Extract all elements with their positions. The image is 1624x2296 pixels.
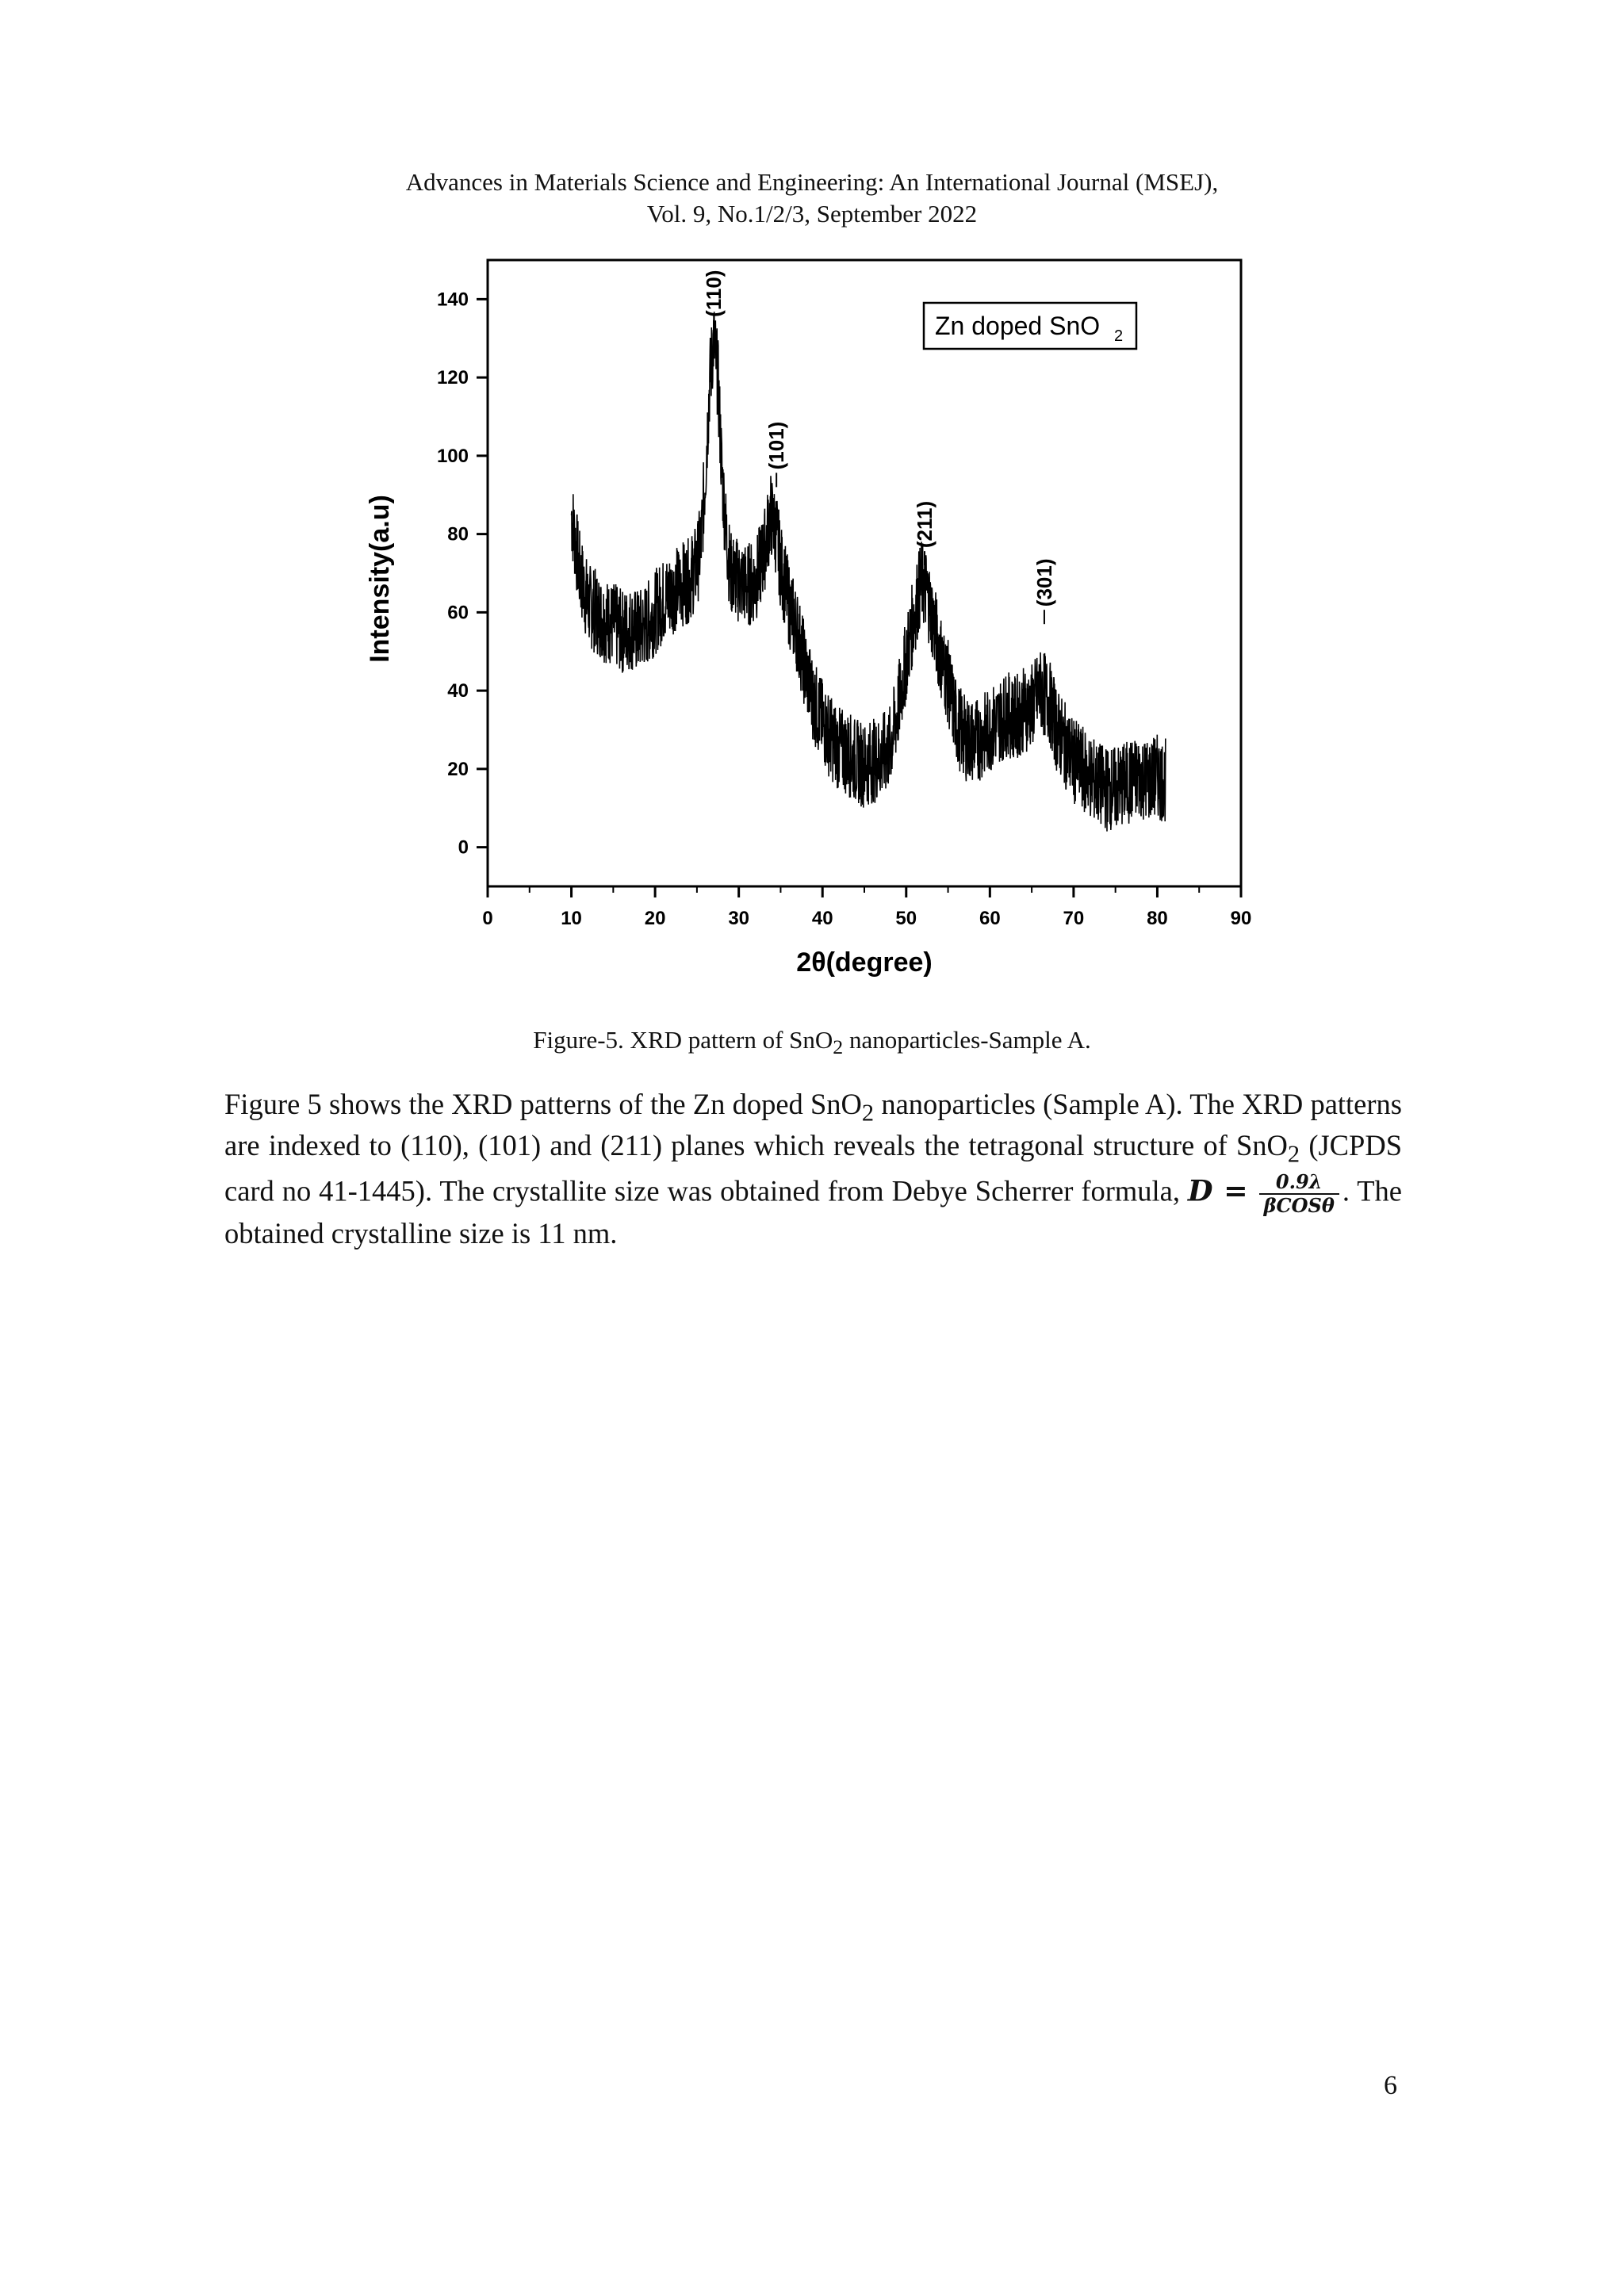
xrd-chart bbox=[341, 246, 1293, 983]
para-sub-2: 2 bbox=[1287, 1140, 1300, 1168]
y-tick-label: 20 bbox=[447, 758, 469, 780]
x-tick-label: 0 bbox=[482, 908, 493, 929]
page-number: 6 bbox=[1384, 2071, 1397, 2100]
x-tick-label: 40 bbox=[811, 908, 833, 929]
formula-lhs: D = bbox=[1187, 1173, 1248, 1207]
journal-header bbox=[0, 166, 1624, 230]
xrd-series-line bbox=[572, 312, 1166, 831]
peak-label: (211) bbox=[913, 500, 936, 549]
caption-text-prefix: Figure-5. XRD pattern of SnO bbox=[533, 1026, 833, 1054]
x-tick-label: 80 bbox=[1147, 908, 1168, 929]
para-text-1: Figure 5 shows the XRD patterns of the Zn doped SnO bbox=[224, 1088, 862, 1120]
y-tick-label: 80 bbox=[447, 523, 469, 545]
y-tick-label: 120 bbox=[436, 367, 469, 389]
x-tick-label: 70 bbox=[1063, 908, 1085, 929]
formula-fraction bbox=[1259, 1171, 1339, 1217]
legend-label: Zn doped SnO bbox=[935, 312, 1101, 340]
body-paragraph bbox=[224, 1088, 1402, 1250]
y-tick-label: 40 bbox=[447, 680, 469, 702]
journal-header-line2: Vol. 9, No.1/2/3, September 2022 bbox=[646, 200, 978, 228]
x-tick-label: 60 bbox=[979, 908, 1001, 929]
x-tick-label: 10 bbox=[561, 908, 582, 929]
peak-label: (101) bbox=[764, 421, 789, 470]
y-tick-label: 60 bbox=[447, 602, 469, 624]
para-text-4: . The obtained crystalline size is 11 nm. bbox=[224, 1173, 1403, 1249]
para-text-2: nanoparticles (Sample A). The XRD patterns are indexed to (110), (101) and (211) planes which reveals the tetragonal structure of SnO bbox=[224, 1088, 1402, 1162]
y-axis-label: Intensity(a.u) bbox=[365, 495, 395, 663]
peak-label: (301) bbox=[1032, 558, 1056, 607]
journal-header-line1: Advances in Materials Science and Engineering: An International Journal (MSEJ), bbox=[405, 168, 1219, 196]
peak-label: (110) bbox=[702, 270, 726, 317]
x-tick-label: 90 bbox=[1230, 908, 1252, 929]
para-sub-1: 2 bbox=[861, 1099, 875, 1127]
formula-numerator: 0.9λ bbox=[1259, 1171, 1339, 1195]
y-tick-label: 140 bbox=[436, 289, 469, 311]
x-tick-label: 30 bbox=[728, 908, 750, 929]
x-tick-label: 20 bbox=[644, 908, 666, 929]
x-axis-label: 2θ(degree) bbox=[796, 947, 933, 978]
legend-subscript: 2 bbox=[1114, 327, 1124, 345]
formula-denominator: βCOSθ bbox=[1263, 1193, 1335, 1217]
y-tick-label: 100 bbox=[436, 445, 469, 467]
xrd-figure bbox=[341, 246, 1293, 987]
x-tick-label: 50 bbox=[895, 908, 917, 929]
figure-caption bbox=[0, 1026, 1624, 1059]
caption-subscript: 2 bbox=[833, 1035, 844, 1059]
para-text-3: (JCPDS card no 41-1445). The crystallite size was obtained from Debye Scherrer formula, bbox=[224, 1129, 1402, 1207]
caption-text-suffix: nanoparticles-Sample A. bbox=[843, 1026, 1091, 1054]
y-tick-label: 0 bbox=[458, 836, 469, 859]
